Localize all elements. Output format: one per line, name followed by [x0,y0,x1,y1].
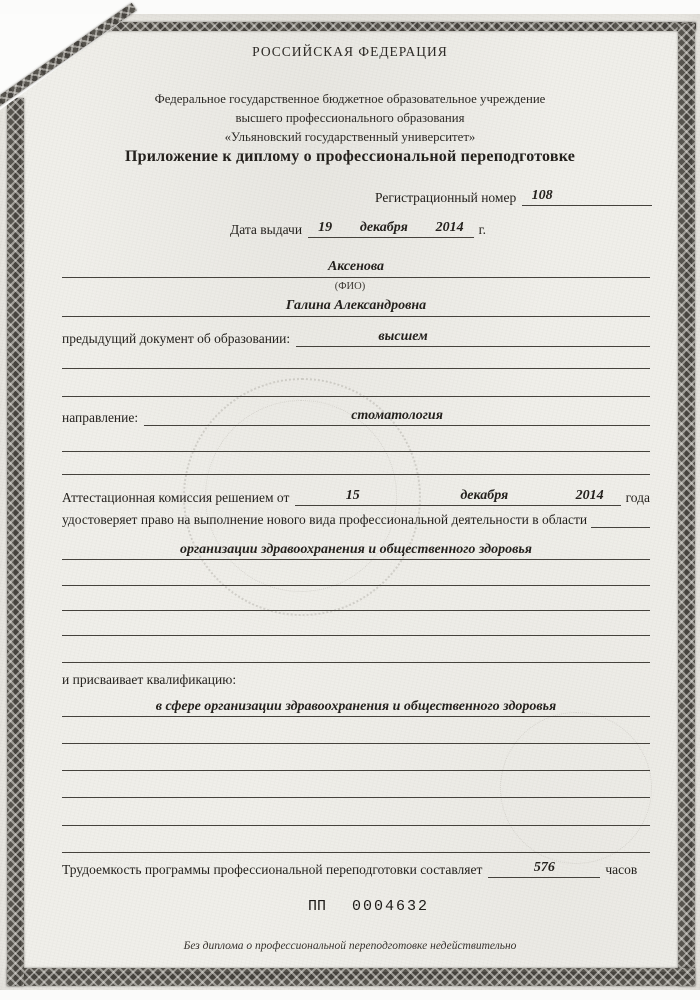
commission-decision-row [62,486,650,506]
registration-number-row [375,186,652,206]
form-serial-number: 0004632 [352,898,430,915]
commission-label: Аттестационная комиссия решением от [62,490,290,505]
registration-number-value: 108 [531,188,553,203]
commission-month: декабря [460,488,509,503]
blank-line [62,635,650,636]
grants-right-row [62,512,650,528]
activity-field-value: организации здравоохранения и общественного здоровья [180,542,532,557]
blank-line [62,451,650,452]
institution-line-3: «Ульяновский государственный университет» [224,130,476,144]
workload-hours-field [488,858,600,878]
activity-field [62,540,650,560]
previous-education-value: высшем [378,329,428,344]
blank-line [62,770,650,771]
issue-date-year: 2014 [435,220,464,235]
blank-line [62,585,650,586]
previous-education-row [62,327,650,347]
direction-value: стоматология [351,408,443,423]
commission-year-suffix: года [625,490,650,505]
grants-right-trailing-line [591,526,650,528]
blank-line [62,610,650,611]
institution-name [0,90,700,147]
ornamental-border-left [7,98,24,986]
registration-number-label: Регистрационный номер [375,190,517,205]
recipient-first-middle-name: Галина Александровна [285,298,427,313]
recipient-last-name-line [62,257,650,278]
issue-date-field [308,219,474,238]
qualification-label: и присваивает квалификацию: [62,672,237,687]
direction-field [144,406,650,426]
blank-line [62,852,650,853]
issue-date-label: Дата выдачи [230,222,303,237]
fio-caption: (ФИО) [334,281,366,292]
country-heading: РОССИЙСКАЯ ФЕДЕРАЦИЯ [252,44,448,59]
qualification-field [62,697,650,717]
blank-line [62,474,650,475]
qualification-value: в сфере организации здравоохранения и общественного здоровья [155,699,557,714]
activity-field-row [62,540,650,560]
issue-date-suffix: г. [478,222,486,237]
commission-date-field [295,487,558,506]
institution-line-2: высшего профессионального образования [235,111,465,125]
form-serial-series: ПП [308,898,327,915]
workload-label: Трудоемкость программы профессиональной переподготовки составляет [62,862,483,877]
issue-date-day: 19 [318,220,333,235]
qualification-row [62,697,650,717]
direction-row [62,406,650,426]
recipient-first-middle-line [62,296,650,317]
document-title: Приложение к диплому о профессиональной переподготовке [124,148,576,165]
form-serial [308,898,429,915]
previous-education-label: предыдущий документ об образовании: [62,331,291,346]
commission-day: 15 [345,488,360,503]
institution-line-1: Федеральное государственное бюджетное образовательное учреждение [154,92,546,106]
workload-units: часов [605,862,638,877]
ornamental-border-right [678,24,695,986]
blank-line [62,368,650,369]
grants-right-text: удостоверяет право на выполнение нового вида профессиональной деятельности в области [62,512,588,527]
recipient-last-name: Аксенова [327,259,385,274]
workload-row [62,858,650,878]
blank-line [62,825,650,826]
workload-hours-value: 576 [533,860,555,875]
blank-line [62,743,650,744]
issue-date-month: декабря [359,220,408,235]
registration-number-field [522,186,652,206]
direction-label: направление: [62,410,139,425]
issue-date-row [230,219,486,238]
commission-year: 2014 [575,488,604,503]
ornamental-border-bottom [7,968,695,986]
previous-education-field [296,327,650,347]
blank-line [62,396,650,397]
blank-line [62,797,650,798]
blank-line [62,662,650,663]
footer-validity-note: Без диплома о профессиональной переподготовке недействительно [183,940,517,952]
round-seal-watermark-secondary [500,712,652,864]
ornamental-border-top [40,22,696,31]
commission-year-field [559,486,621,506]
